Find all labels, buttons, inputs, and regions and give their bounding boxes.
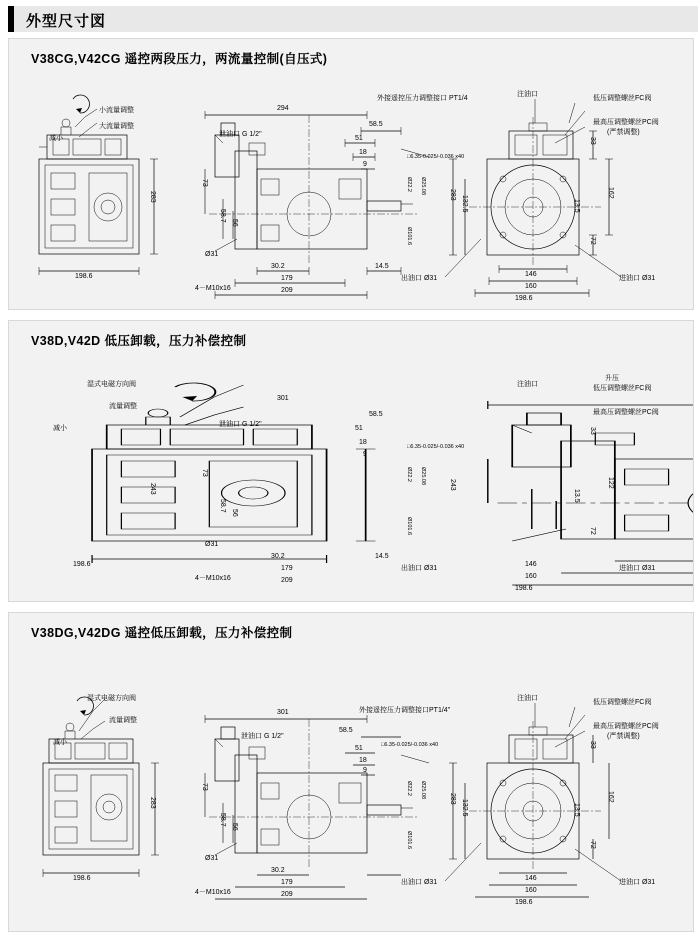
label-bolt-1: 4－M10x16 [195,285,231,292]
dim-1325-1: 132.5 [461,195,468,213]
dim-160-2: 160 [525,573,537,580]
dim-left-width-2: 198.6 [73,561,91,568]
dim-209-3: 209 [281,891,293,898]
dim-9-2: 9 [363,451,367,458]
dim-135-3: 13.5 [573,803,580,817]
dim-162-1: 162 [607,187,614,199]
dim-72-1: 72 [589,237,596,245]
label-maxpress-1: 最高压调整螺丝PC阀 [593,119,659,126]
label-remote-port-3: 外接遥控压力调整接口PT1/4" [359,707,451,714]
label-d1016-1: Ø101.6 [405,227,412,246]
panel-title-1: V38CG,V42CG 遥控两段压力，两流量控制(自压式) [31,52,328,66]
drawing-2 [9,321,693,601]
dim-51-1: 51 [355,135,363,142]
dim-1986-front-1: 198.6 [515,295,533,302]
dim-301-2: 301 [277,395,289,402]
dim-73-3: 73 [201,783,208,791]
dim-73-2: 73 [201,469,208,477]
label-maxpress-3: 最高压调整螺丝PC阀 [593,723,659,730]
label-lowpress-1: 低压调整螺丝FC阀 [593,95,652,102]
dim-33-3: 33 [589,741,596,749]
label-out-1: 出油口 Ø31 [401,275,438,282]
label-decrease-1: 减小 [49,135,63,142]
dim-302-1: 30.2 [271,263,285,270]
dim-146-3: 146 [525,875,537,882]
label-lowpress-2: 低压调整螺丝FC阀 [593,385,652,392]
dim-51-3: 51 [355,745,363,752]
dim-145-1: 14.5 [375,263,389,270]
dim-585-3: 58.5 [339,727,353,734]
label-forbid-3: (严禁调整) [607,733,640,740]
dim-56-3: 56 [231,823,238,831]
dim-179-2: 179 [281,565,293,572]
dim-209-1: 209 [281,287,293,294]
label-flow-adjust-2: 流量调整 [109,403,137,410]
label-wet-valve-2: 湿式电磁方向阀 [87,381,136,388]
dim-1325-3: 132.5 [461,799,468,817]
dim-146-2: 146 [525,561,537,568]
label-decrease-3: 减小 [53,739,67,746]
dim-122-2: 122 [607,477,614,489]
label-decrease-2: 减小 [53,425,67,432]
dim-179-1: 179 [281,275,293,282]
label-d2508-2: Ø25.08 [419,467,426,486]
dim-1986-front-3: 198.6 [515,899,533,906]
label-flow-adjust-3: 流量调整 [109,717,137,724]
dim-72-2: 72 [589,527,596,535]
panel-title-3: V38DG,V42DG 遥控低压卸载，压力补偿控制 [31,626,293,640]
label-counterbore-1: □6.35-0.025/-0.036 x40 [407,154,465,160]
dim-51-2: 51 [355,425,363,432]
label-d222-3: Ø22.2 [405,781,412,796]
label-oilfill-1: 注油口 [517,91,538,98]
dim-243-front-2: 243 [449,479,456,491]
drawing-3 [9,613,693,931]
dim-1986-front-2: 198.6 [515,585,533,592]
panel-v38d [8,320,694,602]
dim-33-2: 33 [589,427,596,435]
label-in-2: 进油口 Ø31 [619,565,656,572]
label-d222-1: Ø22.2 [405,177,412,192]
dim-72-3: 72 [589,841,596,849]
dim-209-2: 209 [281,577,293,584]
label-remote-port-1: 外接遥控压力调整接口 PT1/4 [377,95,468,102]
dim-135-2: 13.5 [573,489,580,503]
panel-v38dg [8,612,694,932]
dim-162-3: 162 [607,791,614,803]
dim-left-width-3: 198.6 [73,875,91,882]
dim-587-3: 58.7 [219,813,226,827]
dim-146-1: 146 [525,271,537,278]
dim-left-height-1: 283 [149,191,156,203]
dim-135-1: 13.5 [573,199,580,213]
label-increase-2: 升压 [605,375,619,382]
dim-left-height-3: 283 [149,797,156,809]
dim-302-2: 30.2 [271,553,285,560]
dim-283-front-3: 283 [449,793,456,805]
dim-18-2: 18 [359,439,367,446]
label-bolt-2: 4－M10x16 [195,575,231,582]
label-in-3: 进油口 Ø31 [619,879,656,886]
label-forbid-1: (严禁调整) [607,129,640,136]
dim-18-1: 18 [359,149,367,156]
dim-9-1: 9 [363,161,367,168]
dim-73-1: 73 [201,179,208,187]
dim-585-2: 58.5 [369,411,383,418]
label-counterbore-3: □6.35-0.025/-0.036 x40 [381,742,439,748]
dim-18-3: 18 [359,757,367,764]
label-out-3: 出油口 Ø31 [401,879,438,886]
label-out-2: 出油口 Ø31 [401,565,438,572]
dim-left-width-1: 198.6 [75,273,93,280]
label-small-flow-1: 小流量调整 [99,107,134,114]
panel-v38cg [8,38,694,310]
dim-179-3: 179 [281,879,293,886]
label-d1016-2: Ø101.6 [405,517,412,536]
dim-9-3: 9 [363,767,367,774]
dim-160-3: 160 [525,887,537,894]
label-d1016-3: Ø101.6 [405,831,412,850]
dim-33-1: 33 [589,137,596,145]
dim-301-3: 301 [277,709,289,716]
dim-160-1: 160 [525,283,537,290]
label-drain-1: 泄油口 G 1/2" [219,131,262,138]
page-title: 外型尺寸図 [26,13,107,30]
dim-56-2: 56 [231,509,238,517]
dim-585-1: 58.5 [369,121,383,128]
dim-56-1: 56 [231,219,238,227]
dim-294-1: 294 [277,105,289,112]
label-d2508-1: Ø25.08 [419,177,426,196]
dim-145-2: 14.5 [375,553,389,560]
label-bolt-3: 4－M10x16 [195,889,231,896]
label-drain-2: 泄油口 G 1/2" [219,421,262,428]
dim-302-3: 30.2 [271,867,285,874]
panel-title-2: V38D,V42D 低压卸载，压力补偿控制 [31,334,247,348]
label-in-1: 进油口 Ø31 [619,275,656,282]
label-d31-3: Ø31 [205,855,219,862]
label-wet-valve-3: 湿式电磁方向阀 [87,695,136,702]
label-counterbore-2: □6.35-0.025/-0.036 x40 [407,444,465,450]
label-lowpress-3: 低压调整螺丝FC阀 [593,699,652,706]
label-oilfill-2: 注油口 [517,381,538,388]
label-drain-3: 泄油口 G 1/2" [241,733,284,740]
page-header [8,6,698,32]
label-d31-2: Ø31 [205,541,219,548]
dim-587-1: 58.7 [219,209,226,223]
drawing-1 [9,39,693,309]
dim-587-2: 58.7 [219,499,226,513]
label-oilfill-3: 注油口 [517,695,538,702]
label-maxpress-2: 最高压调整螺丝PC阀 [593,409,659,416]
dim-283-front-1: 283 [449,189,456,201]
label-d2508-3: Ø25.08 [419,781,426,800]
label-large-flow-1: 大流量调整 [99,123,134,130]
label-d222-2: Ø22.2 [405,467,412,482]
label-d31-1: Ø31 [205,251,219,258]
dim-left-height-2: 243 [149,483,156,495]
